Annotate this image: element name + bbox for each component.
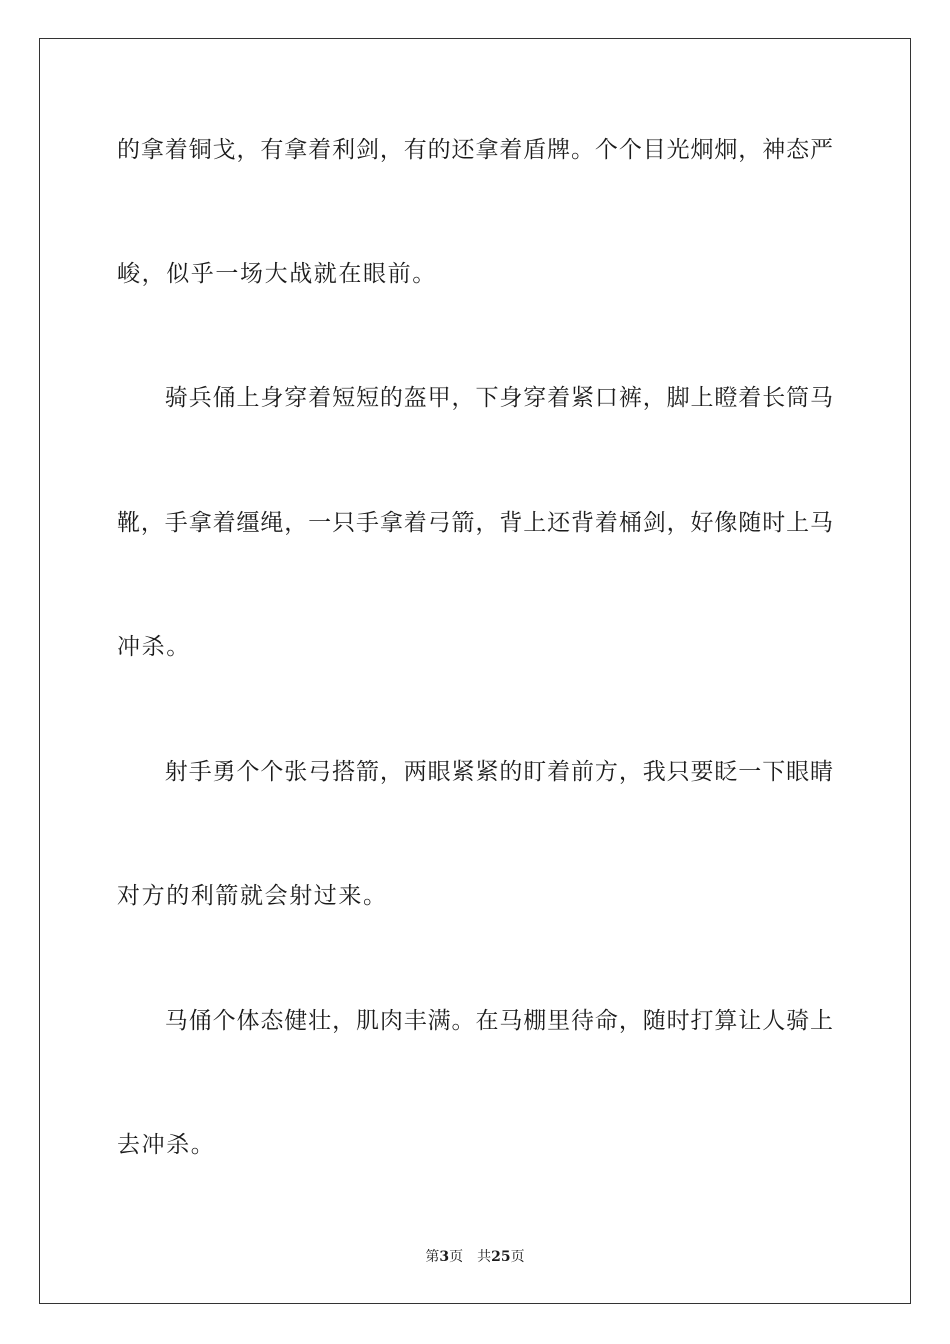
- body-line-3: 骑兵俑上身穿着短短的盔甲，下身穿着紧口裤，脚上瞪着长筒马: [117, 385, 833, 411]
- footer-total-prefix: 共: [477, 1249, 492, 1265]
- body-line-4: 靴，手拿着缰绳，一只手拿着弓箭，背上还背着桶剑，好像随时上马: [117, 510, 833, 536]
- footer-page-suffix: 页: [449, 1249, 464, 1265]
- footer-total-pages: 25: [491, 1249, 511, 1265]
- body-line-5: 冲杀。: [117, 634, 191, 660]
- body-line-2: 峻，似乎一场大战就在眼前。: [117, 261, 437, 287]
- page-footer: [0, 1248, 950, 1266]
- body-line-9: 去冲杀。: [117, 1132, 216, 1158]
- body-line-8: 马俑个体态健壮，肌肉丰满。在马棚里待命，随时打算让人骑上: [117, 1008, 833, 1034]
- body-line-6: 射手勇个个张弓搭箭，两眼紧紧的盯着前方，我只要眨一下眼睛: [117, 759, 833, 785]
- footer-page-number: 3: [439, 1249, 450, 1265]
- body-line-1: 的拿着铜戈，有拿着利剑，有的还拿着盾牌。个个目光炯炯，神态严: [117, 137, 833, 163]
- footer-total-suffix: 页: [510, 1249, 525, 1265]
- page-border: [39, 38, 911, 1304]
- body-line-7: 对方的利箭就会射过来。: [117, 883, 388, 909]
- footer-page-prefix: 第: [425, 1249, 440, 1265]
